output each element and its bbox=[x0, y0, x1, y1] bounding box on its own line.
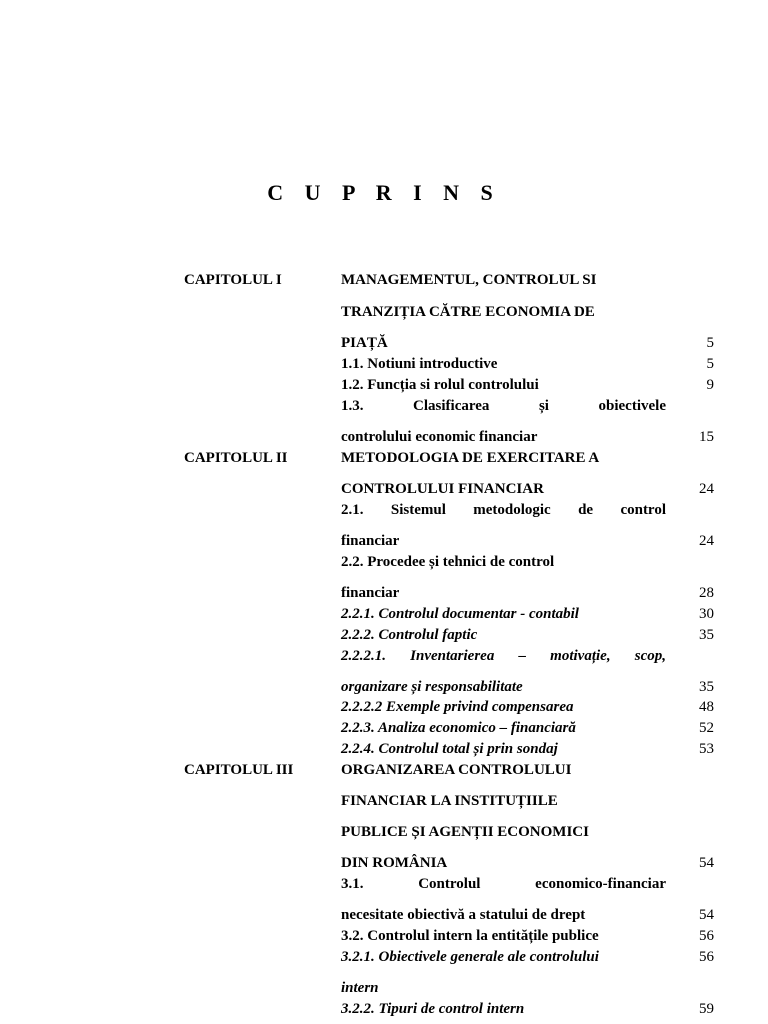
toc-line: PIAȚĂ bbox=[341, 335, 388, 351]
page-number: 53 bbox=[699, 741, 714, 757]
toc-line: 2.2.2. Controlul faptic bbox=[341, 627, 478, 643]
toc-line: controlului economic financiar bbox=[341, 429, 538, 445]
page-number: 56 bbox=[699, 949, 714, 965]
page-number: 5 bbox=[706, 335, 714, 351]
toc-line: PUBLICE ȘI AGENȚII ECONOMICI bbox=[341, 824, 589, 840]
page-number: 54 bbox=[699, 855, 714, 871]
page-number: 28 bbox=[699, 585, 714, 601]
toc-line: 2.2. Procedee și tehnici de control bbox=[341, 554, 555, 570]
page-number: 35 bbox=[699, 627, 714, 643]
toc-line: organizare și responsabilitate bbox=[341, 679, 523, 695]
toc-line: 2.2.4. Controlul total și prin sondaj bbox=[341, 741, 558, 757]
toc-line: 3.2. Controlul intern la entitățile publice bbox=[341, 928, 599, 944]
page-number: 24 bbox=[699, 533, 714, 549]
chapter-label: CAPITOLUL II bbox=[184, 450, 288, 466]
page-number: 59 bbox=[699, 1001, 714, 1017]
chapter-label: CAPITOLUL I bbox=[184, 272, 282, 288]
page-number: 56 bbox=[699, 928, 714, 944]
page-number: 52 bbox=[699, 720, 714, 736]
toc-line: 3.2.1. Obiectivele generale ale controlului bbox=[341, 949, 599, 965]
toc-line: necesitate obiectivă a statului de drept bbox=[341, 907, 586, 923]
page-title: C U P R I N S bbox=[267, 180, 501, 205]
toc-line: 2.2.2.1. Inventarierea – motivație, scop, bbox=[341, 648, 666, 664]
toc-line: 1.3. Clasificarea și obiectivele bbox=[341, 398, 666, 414]
page-number: 15 bbox=[699, 429, 714, 445]
toc-line: METODOLOGIA DE EXERCITARE A bbox=[341, 450, 600, 466]
toc-line: DIN ROMÂNIA bbox=[341, 855, 448, 871]
toc-line: intern bbox=[341, 980, 379, 996]
chapter-label: CAPITOLUL III bbox=[184, 762, 294, 778]
toc-line: 1.1. Notiuni introductive bbox=[341, 356, 498, 372]
toc-line: 2.1. Sistemul metodologic de control bbox=[341, 502, 666, 518]
toc-line: ORGANIZAREA CONTROLULUI bbox=[341, 762, 572, 778]
toc-line: FINANCIAR LA INSTITUȚIILE bbox=[341, 793, 558, 809]
toc-line: 2.2.1. Controlul documentar - contabil bbox=[341, 606, 579, 622]
page-number: 48 bbox=[699, 699, 714, 715]
page-number: 5 bbox=[706, 356, 714, 372]
page-number: 30 bbox=[699, 606, 714, 622]
toc-line: CONTROLULUI FINANCIAR bbox=[341, 481, 544, 497]
toc-line: financiar bbox=[341, 533, 400, 549]
toc-line: 2.2.2.2 Exemple privind compensarea bbox=[341, 699, 574, 715]
toc-line: financiar bbox=[341, 585, 400, 601]
toc-line: 3.2.2. Tipuri de control intern bbox=[341, 1001, 525, 1017]
page-number: 24 bbox=[699, 481, 714, 497]
toc-line: 3.1. Controlul economico-financiar bbox=[341, 876, 666, 892]
toc-line: TRANZIȚIA CĂTRE ECONOMIA DE bbox=[341, 304, 595, 320]
page-number: 9 bbox=[706, 377, 714, 393]
page-number: 35 bbox=[699, 679, 714, 695]
toc-line: 2.2.3. Analiza economico – financiară bbox=[341, 720, 576, 736]
toc-line: 1.2. Funcția si rolul controlului bbox=[341, 377, 539, 393]
toc-line: MANAGEMENTUL, CONTROLUL SI bbox=[341, 272, 597, 288]
page-number: 54 bbox=[699, 907, 714, 923]
